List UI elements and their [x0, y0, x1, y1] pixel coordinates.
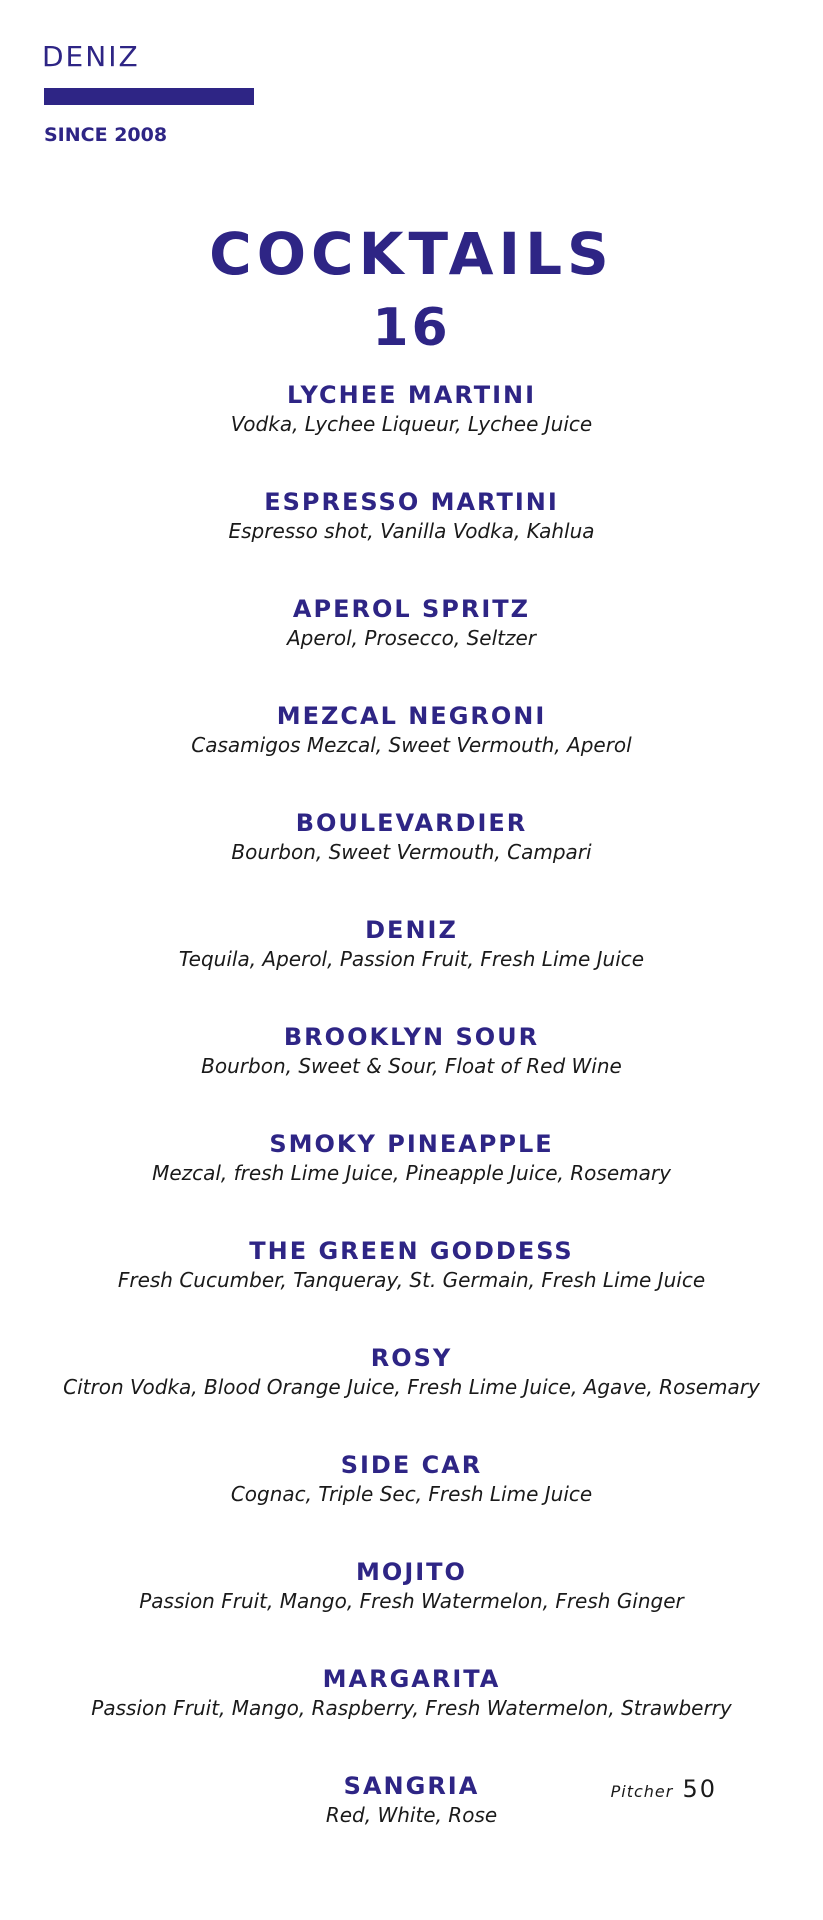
item-name: DENIZ — [365, 916, 458, 944]
item-name: MEZCAL NEGRONI — [276, 702, 547, 730]
item-name: SANGRIA — [343, 1772, 480, 1800]
pitcher-price-value: 50 — [682, 1775, 717, 1803]
pitcher-label: Pitcher — [610, 1782, 674, 1801]
item-name: SIDE CAR — [340, 1451, 483, 1479]
item-name: ROSY — [370, 1344, 453, 1372]
menu-item — [0, 487, 823, 545]
item-name: MARGARITA — [322, 1665, 501, 1693]
item-name: LYCHEE MARTINI — [286, 381, 537, 409]
item-description: Vodka, Lychee Liqueur, Lychee Juice — [230, 412, 593, 436]
menu-item — [0, 594, 823, 652]
menu-item — [0, 701, 823, 759]
menu-item — [0, 808, 823, 866]
section-title: COCKTAILS — [209, 220, 614, 288]
item-name: BOULEVARDIER — [295, 809, 528, 837]
item-description: Bourbon, Sweet Vermouth, Campari — [231, 840, 592, 864]
item-name: SMOKY PINEAPPLE — [269, 1130, 554, 1158]
item-name: ESPRESSO MARTINI — [264, 488, 559, 516]
menu-item — [0, 1236, 823, 1294]
item-description: Red, White, Rose — [325, 1803, 498, 1827]
menu-item — [0, 1664, 823, 1722]
menu-item — [0, 1022, 823, 1080]
menu-item — [0, 915, 823, 973]
item-description: Fresh Cucumber, Tanqueray, St. Germain, Fresh Lime Juice — [117, 1268, 706, 1292]
brand-bar — [44, 88, 254, 105]
item-description: Mezcal, fresh Lime Juice, Pineapple Juice, Rosemary — [152, 1161, 671, 1185]
menu-item — [0, 380, 823, 438]
item-description: Espresso shot, Vanilla Vodka, Kahlua — [228, 519, 595, 543]
menu-item — [0, 1450, 823, 1508]
item-description: Tequila, Aperol, Passion Fruit, Fresh Lime Juice — [178, 947, 645, 971]
menu-item — [0, 1557, 823, 1615]
item-description: Citron Vodka, Blood Orange Juice, Fresh Lime Juice, Agave, Rosemary — [63, 1375, 760, 1399]
menu-item — [0, 1771, 823, 1829]
item-description: Aperol, Prosecco, Seltzer — [286, 626, 537, 650]
since-label: SINCE 2008 — [44, 124, 168, 146]
item-description: Passion Fruit, Mango, Fresh Watermelon, Fresh Ginger — [139, 1589, 684, 1613]
menu-item — [0, 1129, 823, 1187]
item-description: Passion Fruit, Mango, Raspberry, Fresh Watermelon, Strawberry — [91, 1696, 732, 1720]
item-name: APEROL SPRITZ — [292, 595, 531, 623]
brand-name: DENIZ — [42, 40, 140, 73]
item-description: Cognac, Triple Sec, Fresh Lime Juice — [230, 1482, 593, 1506]
section-price: 16 — [372, 298, 451, 358]
item-name: THE GREEN GODDESS — [249, 1237, 574, 1265]
item-description: Casamigos Mezcal, Sweet Vermouth, Aperol — [191, 733, 632, 757]
item-name: BROOKLYN SOUR — [283, 1023, 540, 1051]
menu-item — [0, 1343, 823, 1401]
item-name: MOJITO — [356, 1558, 467, 1586]
pitcher-price — [611, 1775, 717, 1803]
item-description: Bourbon, Sweet & Sour, Float of Red Wine — [201, 1054, 622, 1078]
